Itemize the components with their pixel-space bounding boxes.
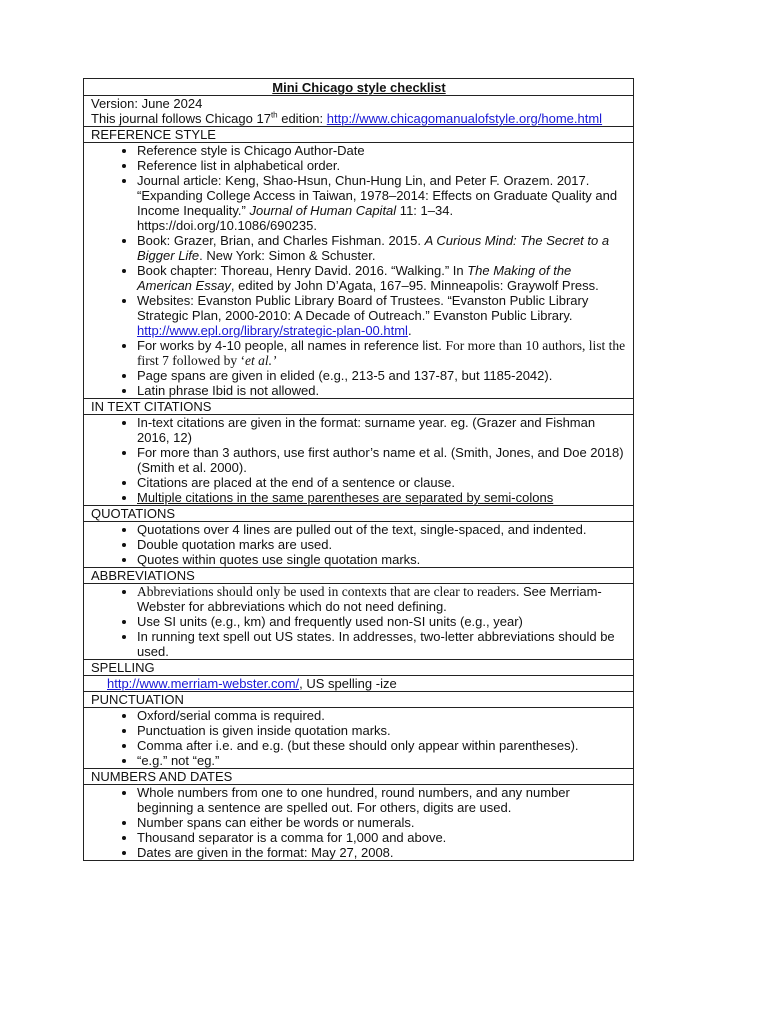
people-text-serif: For more than 10 authors, list the first 7 followed by ‘ [137, 338, 626, 368]
intext-list [84, 415, 634, 506]
section-heading-intext: IN TEXT CITATIONS [84, 399, 634, 415]
book-title: A Curious Mind: The Secret to a Bigger Life [137, 233, 610, 263]
people-text: For works by 4-10 people, all names in reference list. [137, 338, 446, 353]
edition-suffix: edition: [277, 111, 327, 126]
merriam-webster-link[interactable]: http://www.merriam-webster.com/ [107, 676, 300, 691]
list-item: • For more than 3 authors, use first author’s name et al. (Smith, Jones, and Doe 2018) (Smith et al. 2000). [137, 445, 627, 475]
version-text: Version: June 2024 [91, 96, 203, 111]
list-item: • In running text spell out US states. In addresses, two-letter abbreviations should be used. [137, 629, 627, 659]
list-item-chapter [137, 263, 627, 293]
section-heading-abbreviations: ABBREVIATIONS [84, 568, 634, 584]
list-item: • Latin phrase Ibid is not allowed. [137, 383, 627, 398]
list-item-abbrev [137, 584, 627, 614]
list-item: • Thousand separator is a comma for 1,000 and above. [137, 830, 627, 845]
section-heading-quotations: QUOTATIONS [84, 506, 634, 522]
list-item-people [137, 338, 627, 368]
book-text-end: . New York: Simon & Schuster. [199, 248, 376, 263]
edition-sup: th [270, 110, 278, 120]
journal-title: Journal of Human Capital [249, 203, 397, 218]
list-item: • Quotes within quotes use single quotation marks. [137, 552, 627, 567]
abbrev-text: See Merriam-Webster for abbreviations which do not need defining. [137, 584, 602, 614]
list-item: • Page spans are given in elided (e.g., 213-5 and 137-87, but 1185-2042). [137, 368, 627, 383]
list-item: • Reference list in alphabetical order. [137, 158, 627, 173]
chapter-text: Book chapter: Thoreau, Henry David. 2016. “Walking.” In [137, 263, 468, 278]
list-item: • Oxford/serial comma is required. [137, 708, 627, 723]
journal-text: Journal article: Keng, Shao-Hsun, Chun-Hung Lin, and Peter F. Orazem. 2017. “Expanding College Access in Taiwan, 1978–2014: Effects on Graduate Quality and Income Inequality.” [137, 173, 618, 218]
spelling-text: , US spelling -ize [299, 676, 397, 691]
list-item: • Use SI units (e.g., km) and frequently used non-SI units (e.g., year) [137, 614, 627, 629]
edition-line [91, 111, 627, 126]
section-heading-punctuation: PUNCTUATION [84, 692, 634, 708]
abbreviations-list [84, 584, 634, 660]
punctuation-list [84, 708, 634, 769]
chapter-book-title: The Making of the American Essay [137, 263, 572, 293]
reference-list [84, 143, 634, 399]
list-item: • Multiple citations in the same parentheses are separated by semi-colons [137, 490, 627, 505]
section-heading-numbers: NUMBERS AND DATES [84, 769, 634, 785]
list-item: • In-text citations are given in the format: surname year. eg. (Grazer and Fishman 2016, 12) [137, 415, 627, 445]
list-item: • “e.g.” not “eg.” [137, 753, 627, 768]
list-item-book [137, 233, 627, 263]
chapter-text-end: , edited by John D’Agata, 167–95. Minneapolis: Graywolf Press. [230, 278, 599, 293]
quotations-list [84, 522, 634, 568]
list-item: • Reference style is Chicago Author-Date [137, 143, 627, 158]
website-text: Websites: Evanston Public Library Board of Trustees. “Evanston Public Library Strategic Plan, 2000-2010: A Decade of Outreach.” Evanston Public Library. [137, 293, 589, 323]
journal-text-end: 11: 1–34. https://doi.org/10.1086/690235. [137, 203, 454, 233]
spelling-line [84, 676, 634, 692]
list-item: • Quotations over 4 lines are pulled out of the text, single-spaced, and indented. [137, 522, 627, 537]
list-item-website [137, 293, 627, 338]
people-et-al: et al.’ [244, 353, 277, 368]
website-text-end: . [407, 323, 412, 338]
chicago-manual-link[interactable]: http://www.chicagomanualofstyle.org/home.html [326, 111, 603, 126]
page-title: Mini Chicago style checklist [84, 79, 634, 96]
checklist-document [83, 78, 634, 861]
book-text: Book: Grazer, Brian, and Charles Fishman. 2015. [137, 233, 425, 248]
list-item: • Whole numbers from one to one hundred, round numbers, and any number beginning a sentence are spelled out. For others, digits are used. [137, 785, 627, 815]
epl-link[interactable]: http://www.epl.org/library/strategic-plan-00.html [137, 323, 408, 338]
version-block [84, 96, 634, 127]
list-item: • Comma after i.e. and e.g. (but these should only appear within parentheses). [137, 738, 627, 753]
section-heading-reference: REFERENCE STYLE [84, 127, 634, 143]
edition-prefix: This journal follows Chicago 17 [91, 111, 271, 126]
list-item: • Number spans can either be words or numerals. [137, 815, 627, 830]
abbrev-text-serif: Abbreviations should only be used in contexts that are clear to readers. [137, 584, 520, 599]
list-item-journal [137, 173, 627, 233]
list-item: • Dates are given in the format: May 27, 2008. [137, 845, 627, 860]
section-heading-spelling: SPELLING [84, 660, 634, 676]
numbers-list [84, 785, 634, 861]
list-item: • Double quotation marks are used. [137, 537, 627, 552]
list-item: • Punctuation is given inside quotation marks. [137, 723, 627, 738]
checklist-table [83, 78, 634, 861]
list-item: • Citations are placed at the end of a sentence or clause. [137, 475, 627, 490]
